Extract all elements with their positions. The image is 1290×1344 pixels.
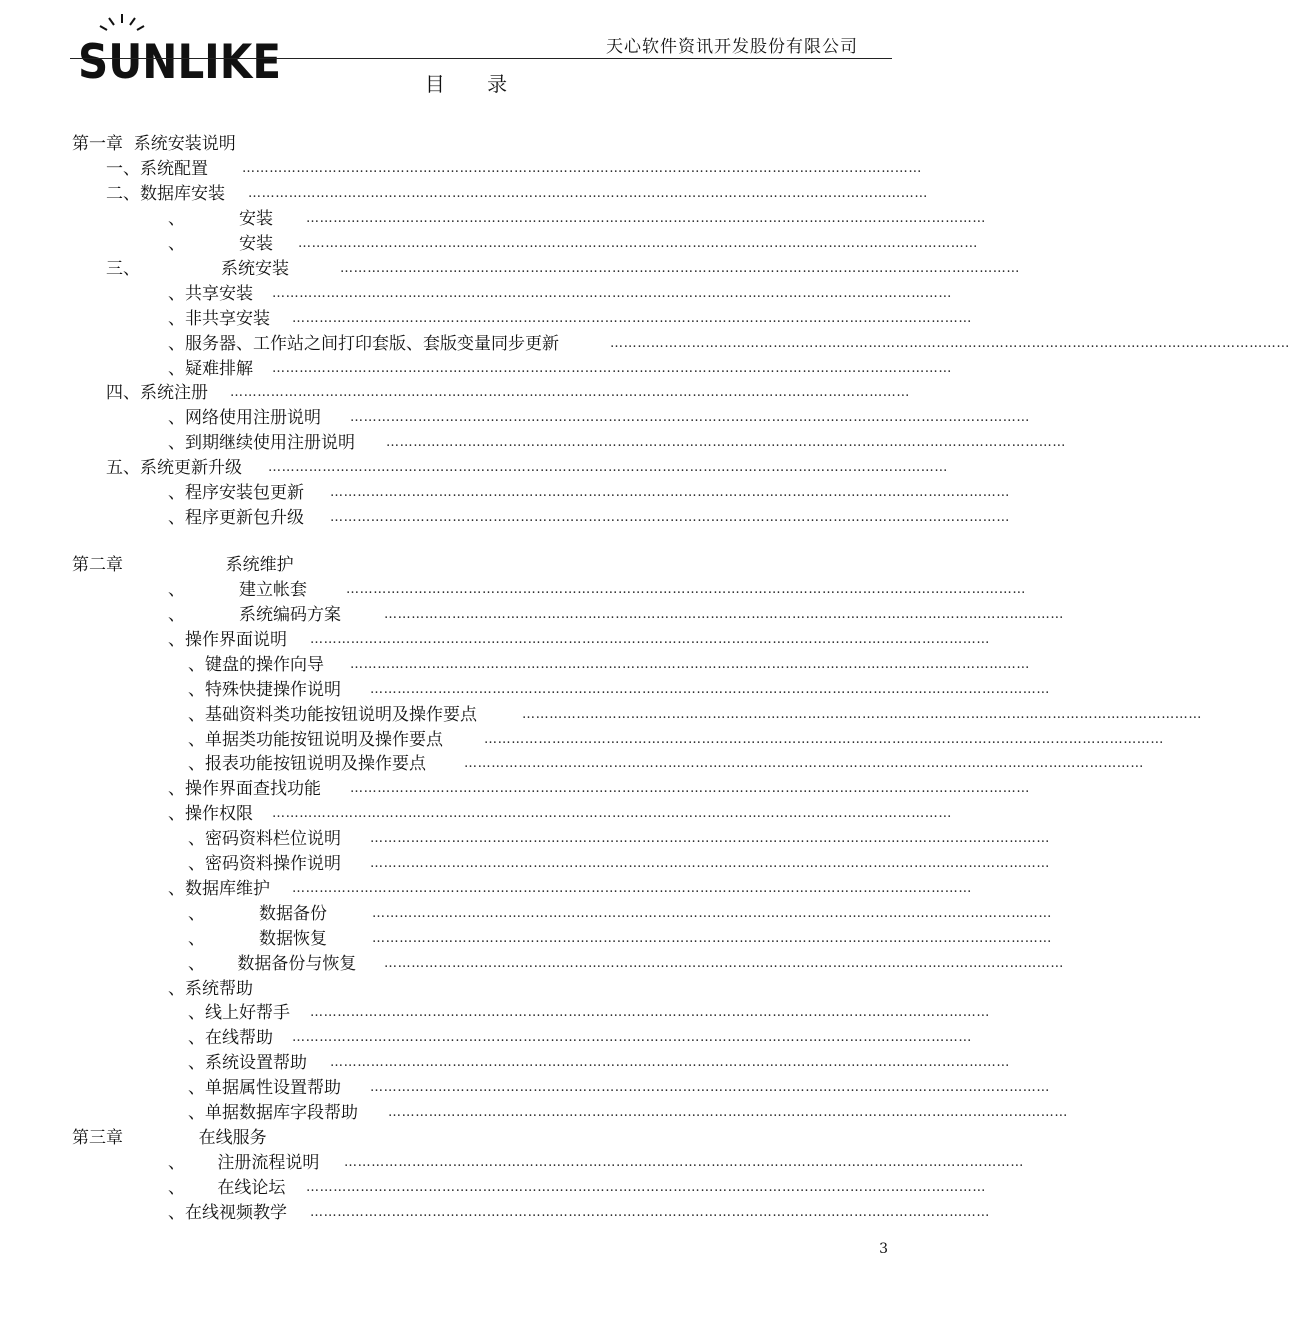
toc-entry-text: 一、系统配置	[106, 159, 208, 179]
toc-entry	[168, 1201, 990, 1225]
toc-entry	[168, 777, 1030, 801]
toc-entry-text: 第二章 系统维护	[72, 555, 294, 575]
toc-entry-text: 、基础资料类功能按钮说明及操作要点	[188, 705, 477, 725]
sun-rays-icon	[100, 14, 144, 30]
toc-entry-text: 、非共享安装	[168, 309, 270, 329]
toc-dot-leader: ……………………………………………………………………………………………………………………………………	[350, 781, 1030, 796]
toc-entry	[168, 628, 990, 652]
toc-dot-leader: ……………………………………………………………………………………………………………………………………	[292, 1030, 972, 1045]
toc-entry-text: 、 数据恢复	[188, 929, 328, 949]
toc-entry	[106, 157, 922, 181]
toc-dot-leader: ……………………………………………………………………………………………………………………………………	[268, 460, 948, 475]
toc-entry	[168, 207, 986, 231]
toc-entry-text: 、操作界面说明	[168, 630, 287, 650]
toc-dot-leader: ……………………………………………………………………………………………………………………………………	[344, 1155, 1024, 1170]
logo-wordmark: SUNLIKE	[78, 35, 281, 90]
toc-dot-leader: ……………………………………………………………………………………………………………………………………	[350, 410, 1030, 425]
toc-entry-text: 、 在线论坛	[168, 1178, 286, 1198]
toc-entry-text: 、密码资料栏位说明	[188, 829, 341, 849]
toc-entry	[188, 703, 1202, 727]
toc-title: 目 录	[424, 72, 526, 96]
toc-dot-leader: ……………………………………………………………………………………………………………………………………	[464, 756, 1144, 771]
toc-entry	[168, 877, 972, 901]
toc-entry-text: 、 系统编码方案	[168, 605, 342, 625]
toc-entry	[188, 1051, 1010, 1075]
toc-entry-text: 第一章 系统安装说明	[72, 134, 236, 154]
toc-entry	[188, 1076, 1050, 1100]
toc-entry	[106, 257, 1020, 281]
toc-entry-text: 第三章 在线服务	[72, 1128, 267, 1148]
toc-entry	[188, 927, 1052, 951]
toc-entry	[188, 728, 1164, 752]
toc-dot-leader: ……………………………………………………………………………………………………………………………………	[370, 1080, 1050, 1095]
toc-dot-leader: ……………………………………………………………………………………………………………………………………	[272, 361, 952, 376]
toc-dot-leader: ……………………………………………………………………………………………………………………………………	[370, 682, 1050, 697]
toc-entry	[168, 578, 1026, 602]
toc-entry-text: 三、 系统安装	[106, 259, 290, 279]
toc-dot-leader: ……………………………………………………………………………………………………………………………………	[306, 211, 986, 226]
toc-dot-leader: ……………………………………………………………………………………………………………………………………	[484, 732, 1164, 747]
toc-dot-leader: ……………………………………………………………………………………………………………………………………	[610, 336, 1290, 351]
toc-entry	[168, 802, 952, 826]
toc-entry	[168, 977, 478, 1001]
toc-dot-leader: ……………………………………………………………………………………………………………………………………	[298, 236, 978, 251]
toc-entry	[168, 332, 1290, 356]
toc-entry	[168, 431, 1066, 455]
toc-entry	[168, 603, 1064, 627]
toc-entry-text: 、报表功能按钮说明及操作要点	[188, 754, 426, 774]
toc-entry-text: 二、数据库安装	[106, 184, 225, 204]
toc-entry-text: 、系统帮助	[168, 979, 253, 999]
toc-entry-text: 、在线视频教学	[168, 1203, 287, 1223]
toc-entry-text: 、到期继续使用注册说明	[168, 433, 355, 453]
toc-entry-text: 、 数据备份	[188, 904, 328, 924]
toc-entry-text: 五、系统更新升级	[106, 458, 242, 478]
toc-entry	[168, 1151, 1024, 1175]
toc-entry-text: 、密码资料操作说明	[188, 854, 341, 874]
toc-entry	[188, 852, 1050, 876]
toc-entry-text: 、 安装	[168, 234, 274, 254]
toc-dot-leader: ……………………………………………………………………………………………………………………………………	[272, 806, 952, 821]
toc-entry	[168, 481, 1010, 505]
toc-entry-text: 、单据属性设置帮助	[188, 1078, 341, 1098]
toc-dot-leader: ……………………………………………………………………………………………………………………………………	[292, 311, 972, 326]
toc-dot-leader: ……………………………………………………………………………………………………………………………………	[230, 385, 910, 400]
toc-dot-leader: ……………………………………………………………………………………………………………………………………	[370, 856, 1050, 871]
toc-dot-leader: ……………………………………………………………………………………………………………………………………	[272, 286, 952, 301]
toc-dot-leader: ……………………………………………………………………………………………………………………………………	[388, 1105, 1068, 1120]
toc-entry	[106, 381, 910, 405]
toc-entry-text: 、 数据备份与恢复	[188, 954, 357, 974]
toc-entry	[168, 357, 952, 381]
toc-dot-leader: ……………………………………………………………………………………………………………………………………	[386, 435, 1066, 450]
toc-entry	[106, 182, 928, 206]
toc-dot-leader: ……………………………………………………………………………………………………………………………………	[242, 161, 922, 176]
toc-entry	[72, 1126, 382, 1150]
toc-dot-leader: ……………………………………………………………………………………………………………………………………	[306, 1180, 986, 1195]
toc-dot-leader: ……………………………………………………………………………………………………………………………………	[292, 881, 972, 896]
toc-dot-leader: ……………………………………………………………………………………………………………………………………	[372, 906, 1052, 921]
toc-entry	[188, 1101, 1068, 1125]
toc-entry	[72, 132, 382, 156]
toc-entry	[188, 827, 1050, 851]
toc-dot-leader: ……………………………………………………………………………………………………………………………………	[310, 1205, 990, 1220]
toc-entry	[188, 1026, 972, 1050]
toc-entry-text: 、线上好帮手	[188, 1003, 290, 1023]
toc-entry	[188, 952, 1064, 976]
toc-dot-leader: ……………………………………………………………………………………………………………………………………	[330, 485, 1010, 500]
toc-entry-text: 、操作界面查找功能	[168, 779, 321, 799]
toc-entry-text: 、疑难排解	[168, 359, 253, 379]
toc-dot-leader: ……………………………………………………………………………………………………………………………………	[370, 831, 1050, 846]
toc-entry	[168, 232, 978, 256]
toc-entry	[188, 678, 1050, 702]
toc-entry-text: 、 安装	[168, 209, 274, 229]
toc-dot-leader: ……………………………………………………………………………………………………………………………………	[384, 956, 1064, 971]
toc-entry-text: 、 建立帐套	[168, 580, 308, 600]
toc-entry-text: 、数据库维护	[168, 879, 270, 899]
toc-entry-text: 、特殊快捷操作说明	[188, 680, 341, 700]
toc-entry	[168, 307, 972, 331]
toc-dot-leader: ……………………………………………………………………………………………………………………………………	[346, 582, 1026, 597]
toc-entry	[188, 1001, 990, 1025]
toc-entry-text: 、 注册流程说明	[168, 1153, 320, 1173]
toc-entry-text: 、服务器、工作站之间打印套版、套版变量同步更新	[168, 334, 559, 354]
toc-entry-text: 、键盘的操作向导	[188, 655, 324, 675]
toc-entry-text: 、在线帮助	[188, 1028, 273, 1048]
company-name: 天心软件资讯开发股份有限公司	[606, 37, 858, 57]
toc-entry	[168, 406, 1030, 430]
toc-dot-leader: ……………………………………………………………………………………………………………………………………	[248, 186, 928, 201]
toc-entry-text: 、系统设置帮助	[188, 1053, 307, 1073]
toc-entry-text: 四、系统注册	[106, 383, 208, 403]
toc-dot-leader: ……………………………………………………………………………………………………………………………………	[330, 1055, 1010, 1070]
toc-entry	[168, 282, 952, 306]
toc-entry	[188, 902, 1052, 926]
toc-dot-leader: ……………………………………………………………………………………………………………………………………	[310, 1005, 990, 1020]
toc-entry-text: 、单据类功能按钮说明及操作要点	[188, 730, 443, 750]
toc-dot-leader: ……………………………………………………………………………………………………………………………………	[372, 931, 1052, 946]
toc-dot-leader: ……………………………………………………………………………………………………………………………………	[522, 707, 1202, 722]
toc-dot-leader: ……………………………………………………………………………………………………………………………………	[330, 510, 1010, 525]
toc-dot-leader: ……………………………………………………………………………………………………………………………………	[350, 657, 1030, 672]
toc-entry	[72, 553, 382, 577]
toc-entry-text: 、单据数据库字段帮助	[188, 1103, 358, 1123]
toc-entry	[168, 1176, 986, 1200]
toc-dot-leader: ……………………………………………………………………………………………………………………………………	[340, 261, 1020, 276]
toc-entry-text: 、网络使用注册说明	[168, 408, 321, 428]
header-rule	[70, 58, 892, 59]
toc-dot-leader: ……………………………………………………………………………………………………………………………………	[310, 632, 990, 647]
toc-entry-text: 、程序安装包更新	[168, 483, 304, 503]
toc-entry	[188, 752, 1144, 776]
toc-dot-leader: ……………………………………………………………………………………………………………………………………	[384, 607, 1064, 622]
toc-entry-text: 、程序更新包升级	[168, 508, 304, 528]
toc-entry	[188, 653, 1030, 677]
toc-entry	[106, 456, 948, 480]
toc-entry-text: 、操作权限	[168, 804, 253, 824]
toc-entry	[168, 506, 1010, 530]
toc-entry-text: 、共享安装	[168, 284, 253, 304]
page-number: 3	[879, 1241, 888, 1257]
